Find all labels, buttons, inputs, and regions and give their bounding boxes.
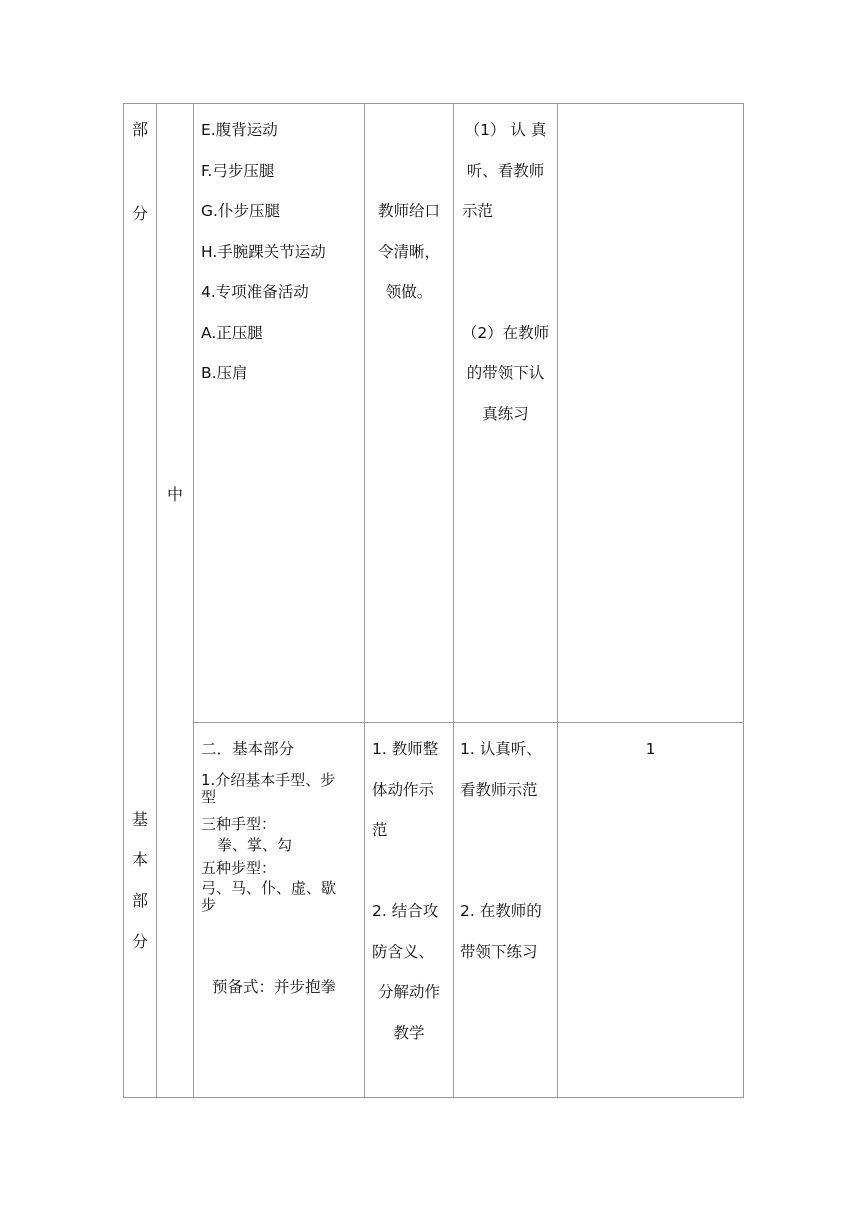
content-line: 4.专项准备活动: [201, 283, 309, 301]
stage-char: 部: [131, 891, 148, 910]
student-line: 看教师示范: [460, 781, 538, 799]
step-type-label: 五种步型：: [201, 859, 277, 877]
warmup-teacher-cell: [365, 104, 454, 723]
content-line: H.手腕踝关节运动: [201, 243, 326, 261]
stage-char: 分: [131, 932, 148, 951]
teacher-line: 令清晰，: [377, 243, 440, 261]
stance-line: 预备式：并步抱拳: [212, 978, 337, 996]
stage-char: 基: [131, 810, 148, 829]
teacher-line: 体动作示: [372, 781, 435, 799]
stage-cell: [124, 104, 157, 1098]
student-line: 带领下练习: [460, 943, 538, 961]
content-line: 1.介绍基本手型、步: [201, 771, 336, 789]
teacher-line: 分解动作: [377, 983, 440, 1001]
sub-stage-cell: [157, 104, 194, 1098]
basic-count-cell: [558, 723, 744, 1098]
teacher-line: 领做。: [385, 283, 433, 301]
warmup-row: [124, 104, 744, 723]
warmup-content-cell: [194, 104, 365, 723]
section-heading: 二．基本部分: [201, 740, 295, 758]
basic-content-cell: [194, 723, 365, 1098]
teacher-line: 1. 教师整: [372, 740, 439, 758]
warmup-count-cell: [558, 104, 744, 723]
step-types: 弓、马、仆、虚、歇: [201, 879, 337, 897]
student-line: （2）在教师: [461, 324, 550, 342]
sub-stage-char: 中: [166, 485, 183, 504]
count-value: 1: [645, 740, 656, 758]
stage-char: 分: [131, 204, 148, 223]
basic-student-cell: [454, 723, 558, 1098]
warmup-student-cell: [454, 104, 558, 723]
hand-type-label: 三种手型：: [201, 815, 277, 833]
stage-char: 部: [131, 120, 148, 139]
content-line: E.腹背运动: [201, 121, 278, 139]
content-line: F.弓步压腿: [201, 162, 275, 180]
student-line: 1. 认真听、: [460, 740, 542, 758]
basic-row: [124, 723, 744, 1098]
teacher-line: 防含义、: [372, 943, 435, 961]
student-line: 真练习: [482, 405, 529, 423]
content-line: 型: [201, 788, 217, 806]
lesson-plan-table: [123, 103, 744, 1098]
student-line: 2. 在教师的: [460, 902, 542, 920]
student-line: 示范: [462, 202, 494, 220]
teacher-line: 教师给口: [377, 202, 440, 220]
student-line: 的带领下认: [466, 364, 545, 382]
content-line: G.仆步压腿: [201, 202, 280, 220]
hand-types: 拳、掌、勾: [217, 836, 293, 854]
teacher-line: 2. 结合攻: [372, 902, 439, 920]
stage-char: 本: [131, 850, 148, 869]
step-types: 步: [201, 896, 217, 914]
student-line: 听、看教师: [466, 162, 545, 180]
teacher-line: 范: [372, 821, 388, 839]
content-line: B.压肩: [201, 364, 248, 382]
student-line: （1） 认 真: [464, 121, 547, 139]
content-line: A.正压腿: [201, 324, 263, 342]
teacher-line: 教学: [393, 1024, 425, 1042]
basic-teacher-cell: [365, 723, 454, 1098]
